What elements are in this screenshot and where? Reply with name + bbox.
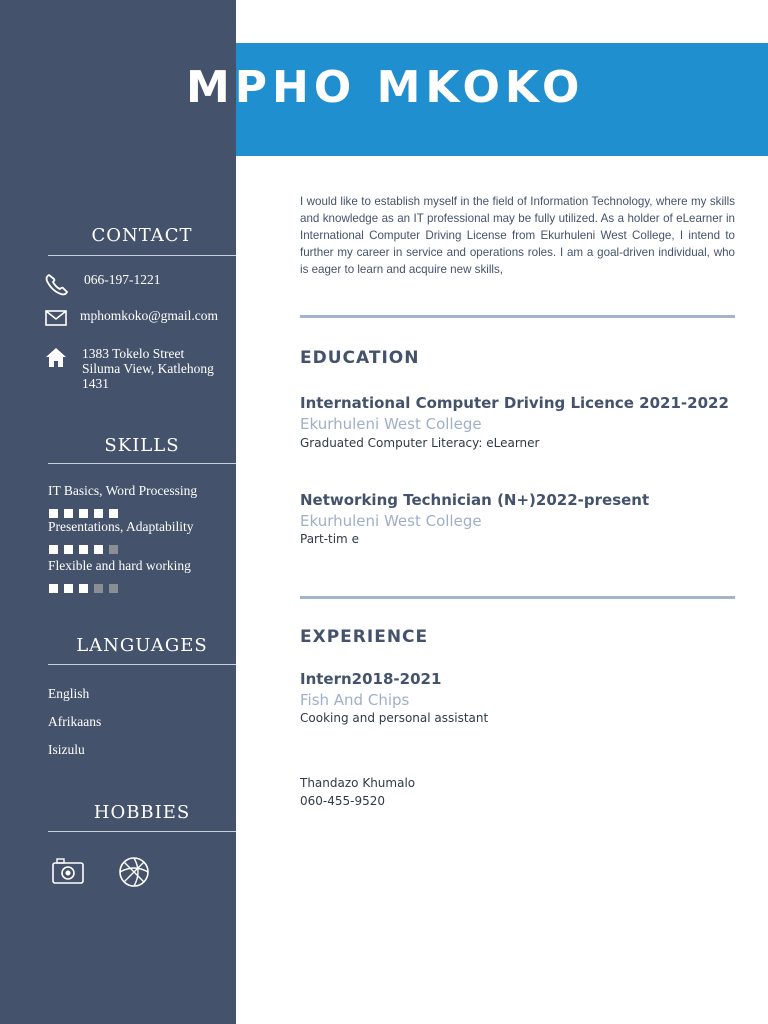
reference-name: Thandazo Khumalo — [300, 776, 416, 790]
education-description: Graduated Computer Literacy: eLearner — [300, 436, 540, 450]
email-address: mphomkoko@gmail.com — [80, 308, 219, 323]
language-item: Afrikaans — [48, 714, 102, 729]
profile-summary: I would like to establish myself in the field of Information Technology, where my skills and knowledge as an IT professional may be fully utilized. As a holder of eLearner in International Computer Driving License from Ekurhuleni West College, I intend to further my career in service and operations roles. I am a goal-driven individual, who is eager to learn and acquire new skills, — [300, 195, 735, 276]
skill-label: Flexible and hard working — [48, 558, 191, 573]
address-line: 1431 — [82, 376, 109, 391]
reference-phone: 060-455-9520 — [300, 794, 386, 808]
language-item: Isizulu — [48, 742, 85, 757]
contact-divider — [48, 255, 236, 256]
languages-heading: LANGUAGES — [76, 635, 208, 656]
education-institution: Ekurhuleni West College — [300, 415, 482, 433]
experience-description: Cooking and personal assistant — [300, 711, 489, 725]
education-description: Part-tim e — [300, 532, 359, 546]
mail-icon — [44, 308, 70, 332]
phone-icon — [44, 272, 70, 296]
education-title: Networking Technician (N+)2022-present — [300, 491, 650, 509]
address-line: Siluma View, Katlehong — [82, 361, 214, 376]
skills-divider — [48, 463, 236, 464]
section-divider — [300, 596, 735, 599]
section-divider — [300, 315, 735, 318]
language-item: English — [48, 686, 90, 701]
skill-label: IT Basics, Word Processing — [48, 483, 198, 498]
home-icon — [44, 346, 70, 370]
education-title: International Computer Driving Licence 2021-2022 — [300, 394, 729, 412]
contact-heading: CONTACT — [91, 225, 193, 246]
education-institution: Ekurhuleni West College — [300, 512, 482, 530]
skill-level-2 — [49, 539, 124, 548]
resume-name: MPHO MKOKO — [186, 62, 585, 113]
skills-heading: SKILLS — [104, 435, 180, 456]
skill-level-3 — [49, 578, 124, 587]
education-heading: EDUCATION — [300, 348, 420, 368]
camera-icon — [51, 855, 85, 889]
experience-company: Fish And Chips — [300, 691, 410, 709]
languages-divider — [48, 664, 236, 665]
experience-heading: EXPERIENCE — [300, 627, 429, 647]
basketball-icon — [117, 855, 151, 889]
skill-label: Presentations, Adaptability — [48, 519, 194, 534]
address-line: 1383 Tokelo Street — [82, 346, 185, 361]
hobbies-heading: HOBBIES — [93, 802, 191, 823]
hobbies-divider — [48, 831, 236, 832]
phone-number: 066-197-1221 — [84, 272, 161, 287]
skill-level-1 — [49, 503, 124, 512]
experience-title: Intern2018-2021 — [300, 670, 442, 688]
